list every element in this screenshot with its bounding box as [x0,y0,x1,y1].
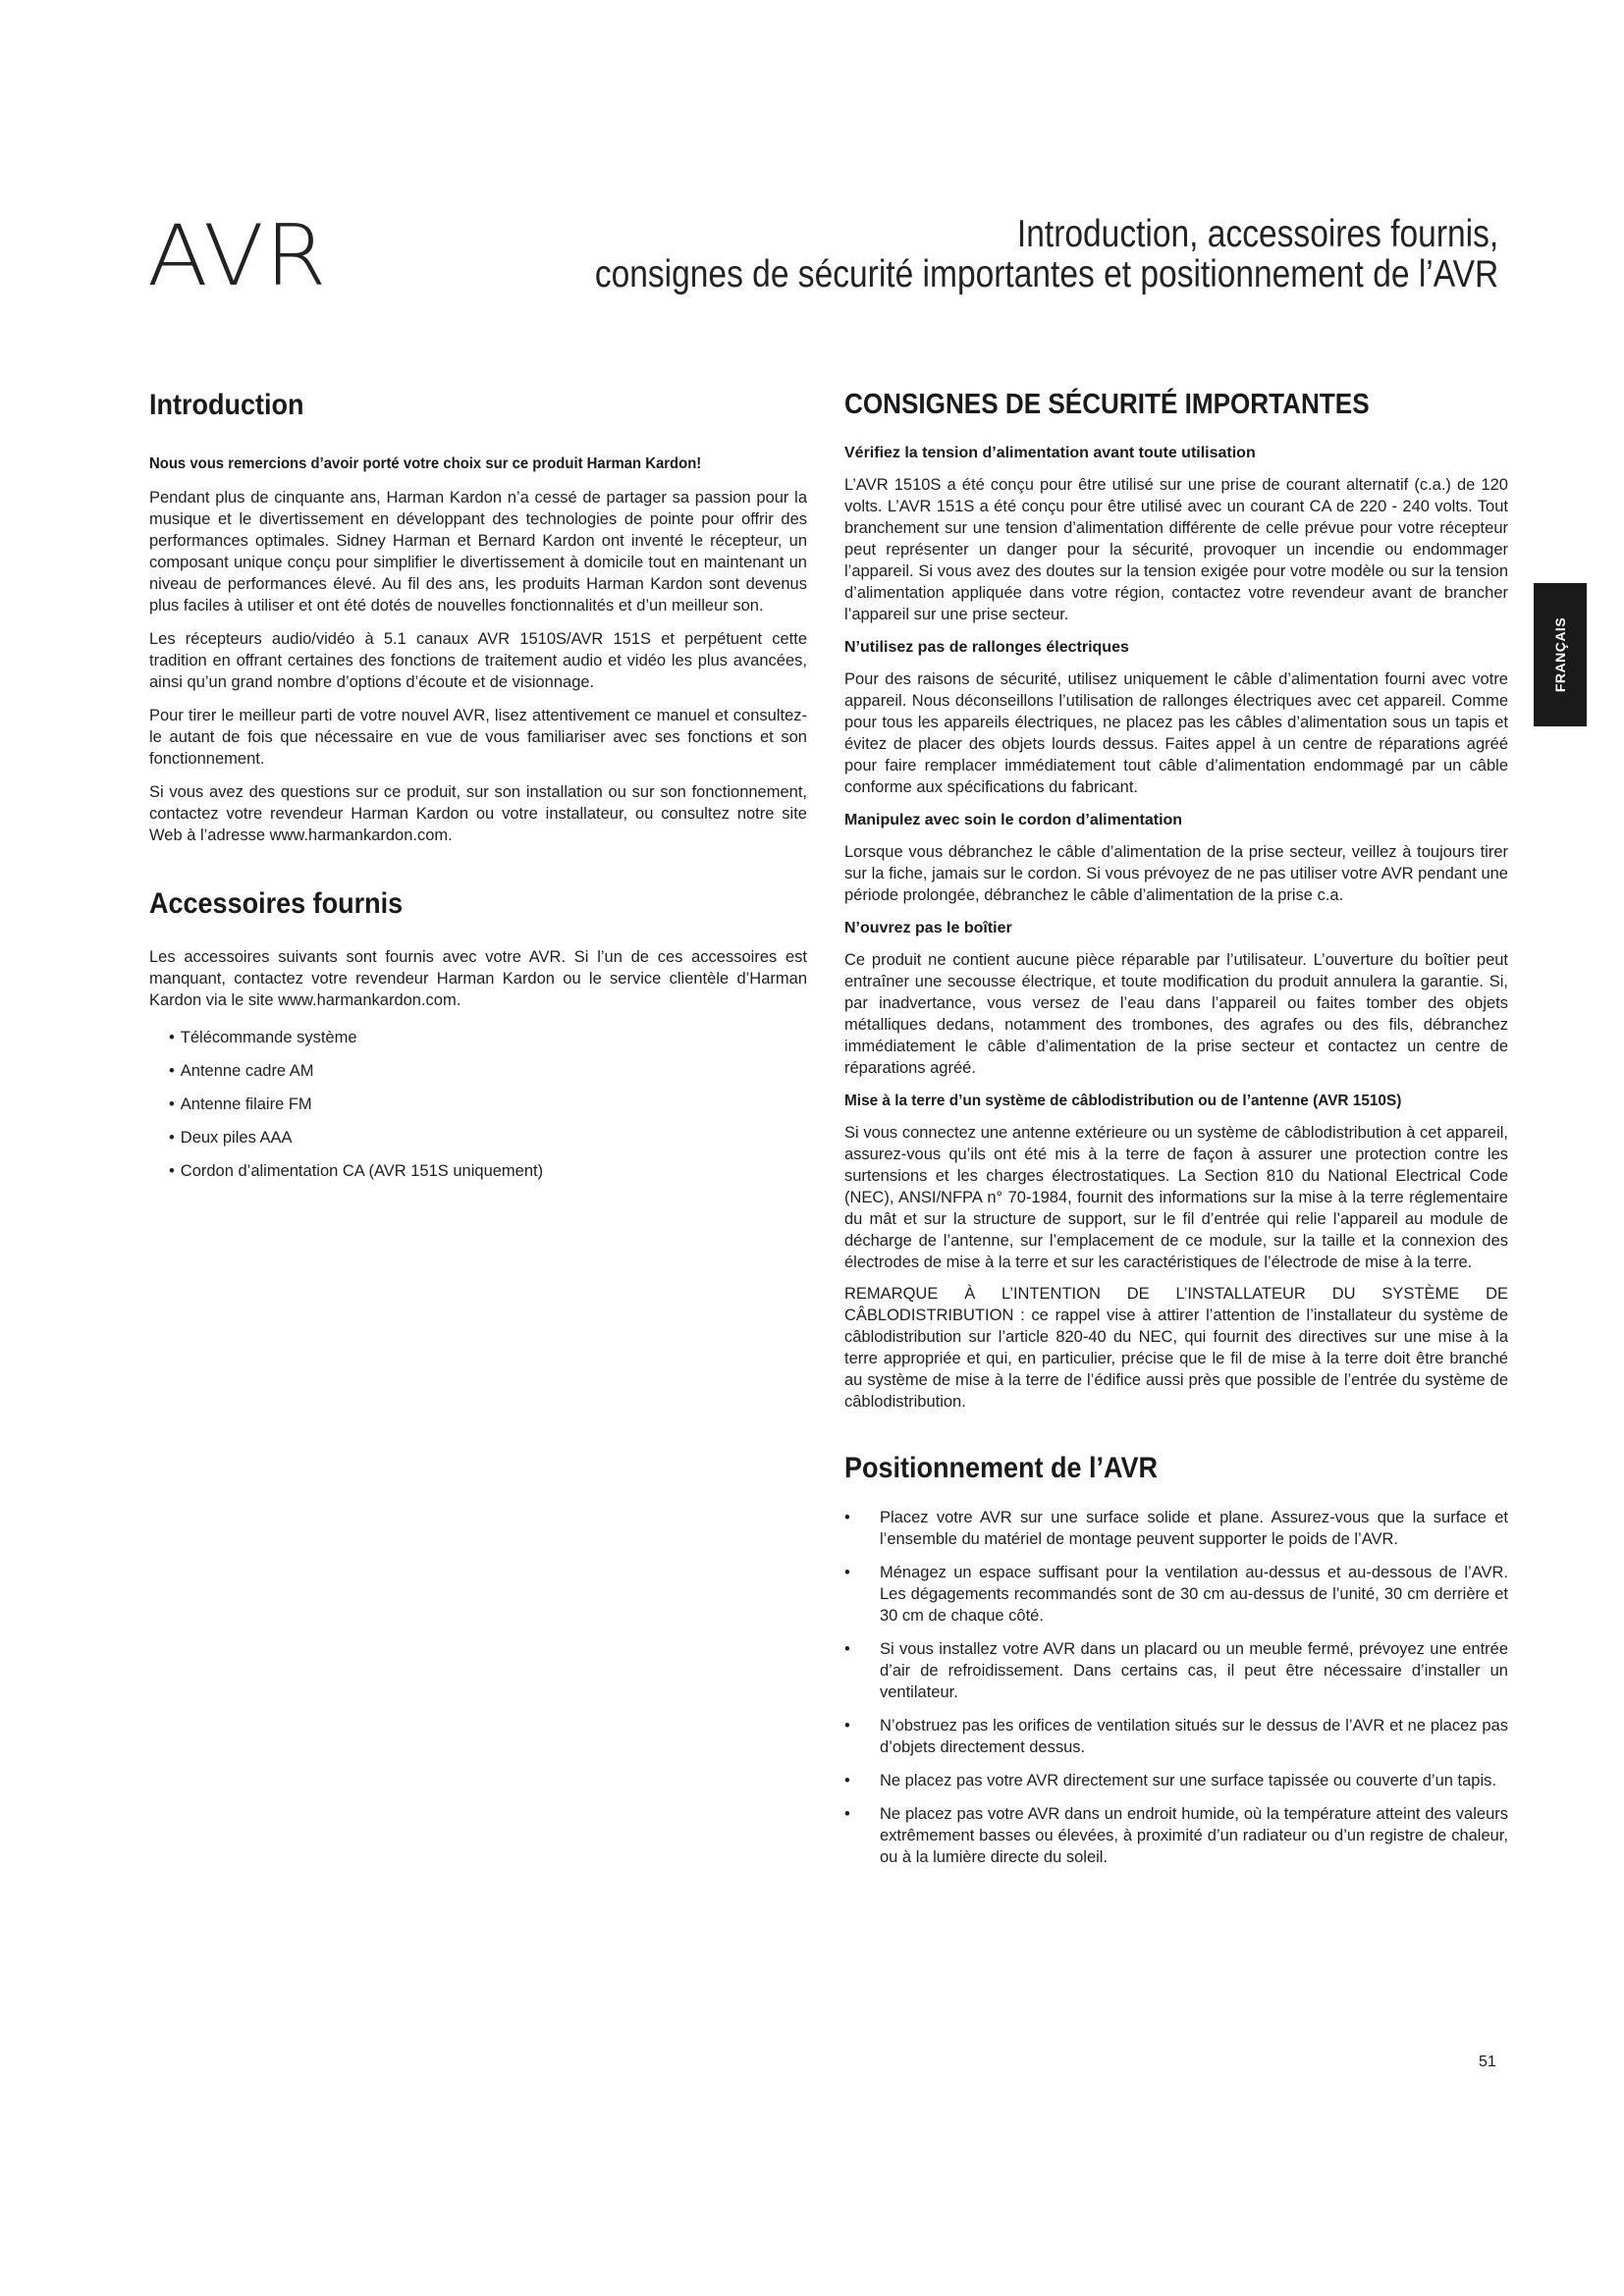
list-item: • Télécommande système [169,1029,357,1046]
page-number: 51 [1479,2054,1496,2070]
avr-logo: AVR [147,207,328,305]
right-column [844,389,1508,1880]
positioning-heading: Positionnement de l’AVR [844,1452,1159,1484]
introduction-paragraph: Pendant plus de cinquante ans, Harman Kardon n’a cessé de partager sa passion pour la musique et le divertissement en développant des technologies de pointe pour offrir des performances optimales. Sidney Harman et Bernard Kardon ont inventé le récepteur, un composant unique conçu pour simplifier le divertissement à domicile tout en maintenant un niveau de performances élevé. Au fil des ans, les produits Harman Kardon sont devenus plus faciles à utiliser et ont été dotés de nouvelles fonctionnalités et d’un meilleur son. [149,489,807,614]
list-item: • Ne placez pas votre AVR directement sur une surface tapissée ou couverte d’un tapis. [844,1772,1496,1789]
list-item: • Deux piles AAA [169,1129,293,1147]
positioning-section [844,1452,1508,1868]
accessories-heading: Accessoires fournis [149,887,404,920]
introduction-section [149,389,807,846]
introduction-paragraph: Si vous avez des questions sur ce produit, sur son installation ou sur son fonctionnement, contactez votre revendeur Harman Kardon ou votre installateur, ou consultez notre site Web à l’adresse www.harmankardon.com. [149,783,807,844]
safety-paragraph: Ce produit ne contient aucune pièce réparable par l’utilisateur. L’ouverture du boîtier peut entraîner une secousse électrique, et toute modification du produit annulera la garantie. Si, par inadvertance, vous versez de l’eau dans l’appareil ou faites tomber des objets métalliques dedans, notamment des trombones, des agrafes ou des fils, débranchez immédiatement le câble d’alimentation de la prise secteur et contactez un centre de réparations agréé. [844,951,1508,1077]
safety-paragraph: REMARQUE À L’INTENTION DE L’INSTALLATEUR DU SYSTÈME DE CÂBLODISTRIBUTION : ce rappel vise à attirer l’attention de l’installateur du système de câblodistribution sur l’article 820-40 du NEC, qui fournit des directives sur une mise à la terre appropriée et qui, en particulier, précise que le fil de mise à la terre doit être branché au système de mise à la terre de l’édifice aussi près que possible de l’entrée du système de câblodistribution. [844,1285,1508,1411]
page-title [595,214,1498,294]
language-tab-label: FRANÇAIS [1552,616,1568,693]
list-item: • Cordon d’alimentation CA (AVR 151S uniquement) [169,1162,544,1180]
list-item: • Placez votre AVR sur une surface solide et plane. Assurez-vous que la surface et l’ensemble du matériel de montage peuvent supporter le poids de l’AVR. [844,1509,1508,1548]
safety-subheading: N’ouvrez pas le boîtier [844,920,1012,936]
safety-paragraph: Si vous connectez une antenne extérieure ou un système de câblodistribution à cet appareil, assurez-vous qu’ils ont été mis à la terre de façon à assurer une protection contre les surtensions et les charges électrostatiques. La Section 810 du National Electrical Code (NEC), ANSI/NFPA n° 70-1984, fournit des informations sur la mise à la terre réglementaire du mât et sur la structure de support, sur le fil d’entrée qui relie l’appareil au module de décharge de l’antenne, sur l’emplacement de ce module, sur la taille et la connexion des électrodes de mise à la terre et sur les caractéristiques de l’électrode de mise à la terre. [844,1124,1508,1271]
accessories-intro: Les accessoires suivants sont fournis avec votre AVR. Si l’un de ces accessoires est manquant, contactez votre revendeur Harman Kardon ou le service clientèle d’Harman Kardon via le site www.harmankardon.com. [149,948,807,1009]
safety-subheading: Vérifiez la tension d’alimentation avant toute utilisation [844,445,1256,461]
safety-section [844,389,1508,1413]
safety-paragraph: Pour des raisons de sécurité, utilisez uniquement le câble d’alimentation fourni avec votre appareil. Nous déconseillons l’utilisation de rallonges électriques avec cet appareil. Comme pour tous les appareils électriques, ne placez pas les câbles d’alimentation sous un tapis et évitez de placer des objets lourds dessus. Faites appel à un centre de réparations agréé pour faire remplacer immédiatement tout câble d’alimentation endommagé par un câble conforme aux spécifications du fabricant. [844,670,1508,796]
accessories-list [149,1027,807,1182]
introduction-paragraph: Pour tirer le meilleur parti de votre nouvel AVR, lisez attentivement ce manuel et consultez-le autant de fois que nécessaire en vue de vous familiariser avec ses fonctions et son fonctionnement. [149,707,807,768]
safety-subheading: Mise à la terre d’un système de câblodistribution ou de l’antenne (AVR 1510S) [844,1093,1402,1109]
page-title-line-1: Introduction, accessoires fournis, [1016,213,1498,255]
list-item: • N’obstruez pas les orifices de ventilation situés sur le dessus de l’AVR et ne placez pas d’objets directement dessus. [844,1717,1508,1756]
list-item: • Ne placez pas votre AVR dans un endroit humide, où la température atteint des valeurs extrêmement basses ou élevées, à proximité d’un radiateur ou d’un registre de chaleur, ou à la lumière directe du soleil. [844,1805,1508,1866]
list-item: • Antenne filaire FM [169,1095,312,1113]
page-title-line-2: consignes de sécurité importantes et positionnement de l’AVR [594,253,1498,295]
language-tab [1534,583,1587,726]
safety-subheading: N’utilisez pas de rallonges électriques [844,639,1129,656]
introduction-paragraph: Les récepteurs audio/vidéo à 5.1 canaux AVR 1510S/AVR 151S et perpétuent cette tradition en offrant certaines des fonctions de traitement audio et vidéo les plus avancées, ainsi qu’un grand nombre d’options d’écoute et de visionnage. [149,630,807,691]
introduction-lead: Nous vous remercions d’avoir porté votre choix sur ce produit Harman Kardon! [149,455,702,472]
accessories-section [149,887,807,1182]
list-item: • Si vous installez votre AVR dans un placard ou un meuble fermé, prévoyez une entrée d’air de refroidissement. Dans certains cas, il peut être nécessaire d’installer un ventilateur. [844,1640,1508,1701]
safety-paragraph: Lorsque vous débranchez le câble d’alimentation de la prise secteur, veillez à toujours tirer sur la fiche, jamais sur le cordon. Si vous prévoyez de ne pas utiliser votre AVR pendant une période prolongée, débranchez le câble d’alimentation de la prise c.a. [844,843,1508,904]
list-item: • Antenne cadre AM [169,1062,314,1080]
safety-heading: CONSIGNES DE SÉCURITÉ IMPORTANTES [844,389,1370,420]
list-item: • Ménagez un espace suffisant pour la ventilation au-dessus et au-dessous de l’AVR. Les dégagements recommandés sont de 30 cm au-dessus de l’unité, 30 cm derrière et 30 cm de chaque côté. [844,1564,1508,1625]
safety-paragraph: L’AVR 1510S a été conçu pour être utilisé sur une prise de courant alternatif (c.a.) de 120 volts. L’AVR 151S a été conçu pour être utilisé avec un courant CA de 220 - 240 volts. Tout branchement sur une tension d’alimentation différente de celle prévue pour votre récepteur peut représenter un danger pour la sécurité, provoquer un incendie ou endommager l’appareil. Si vous avez des doutes sur la tension exigée pour votre modèle ou sur la tension d’alimentation appliquée dans votre région, contactez votre revendeur avant de brancher l’appareil sur une prise secteur. [844,476,1508,623]
introduction-heading: Introduction [149,389,304,421]
positioning-list [844,1507,1508,1868]
safety-subheading: Manipulez avec soin le cordon d’alimentation [844,812,1183,828]
left-column [149,389,807,1194]
